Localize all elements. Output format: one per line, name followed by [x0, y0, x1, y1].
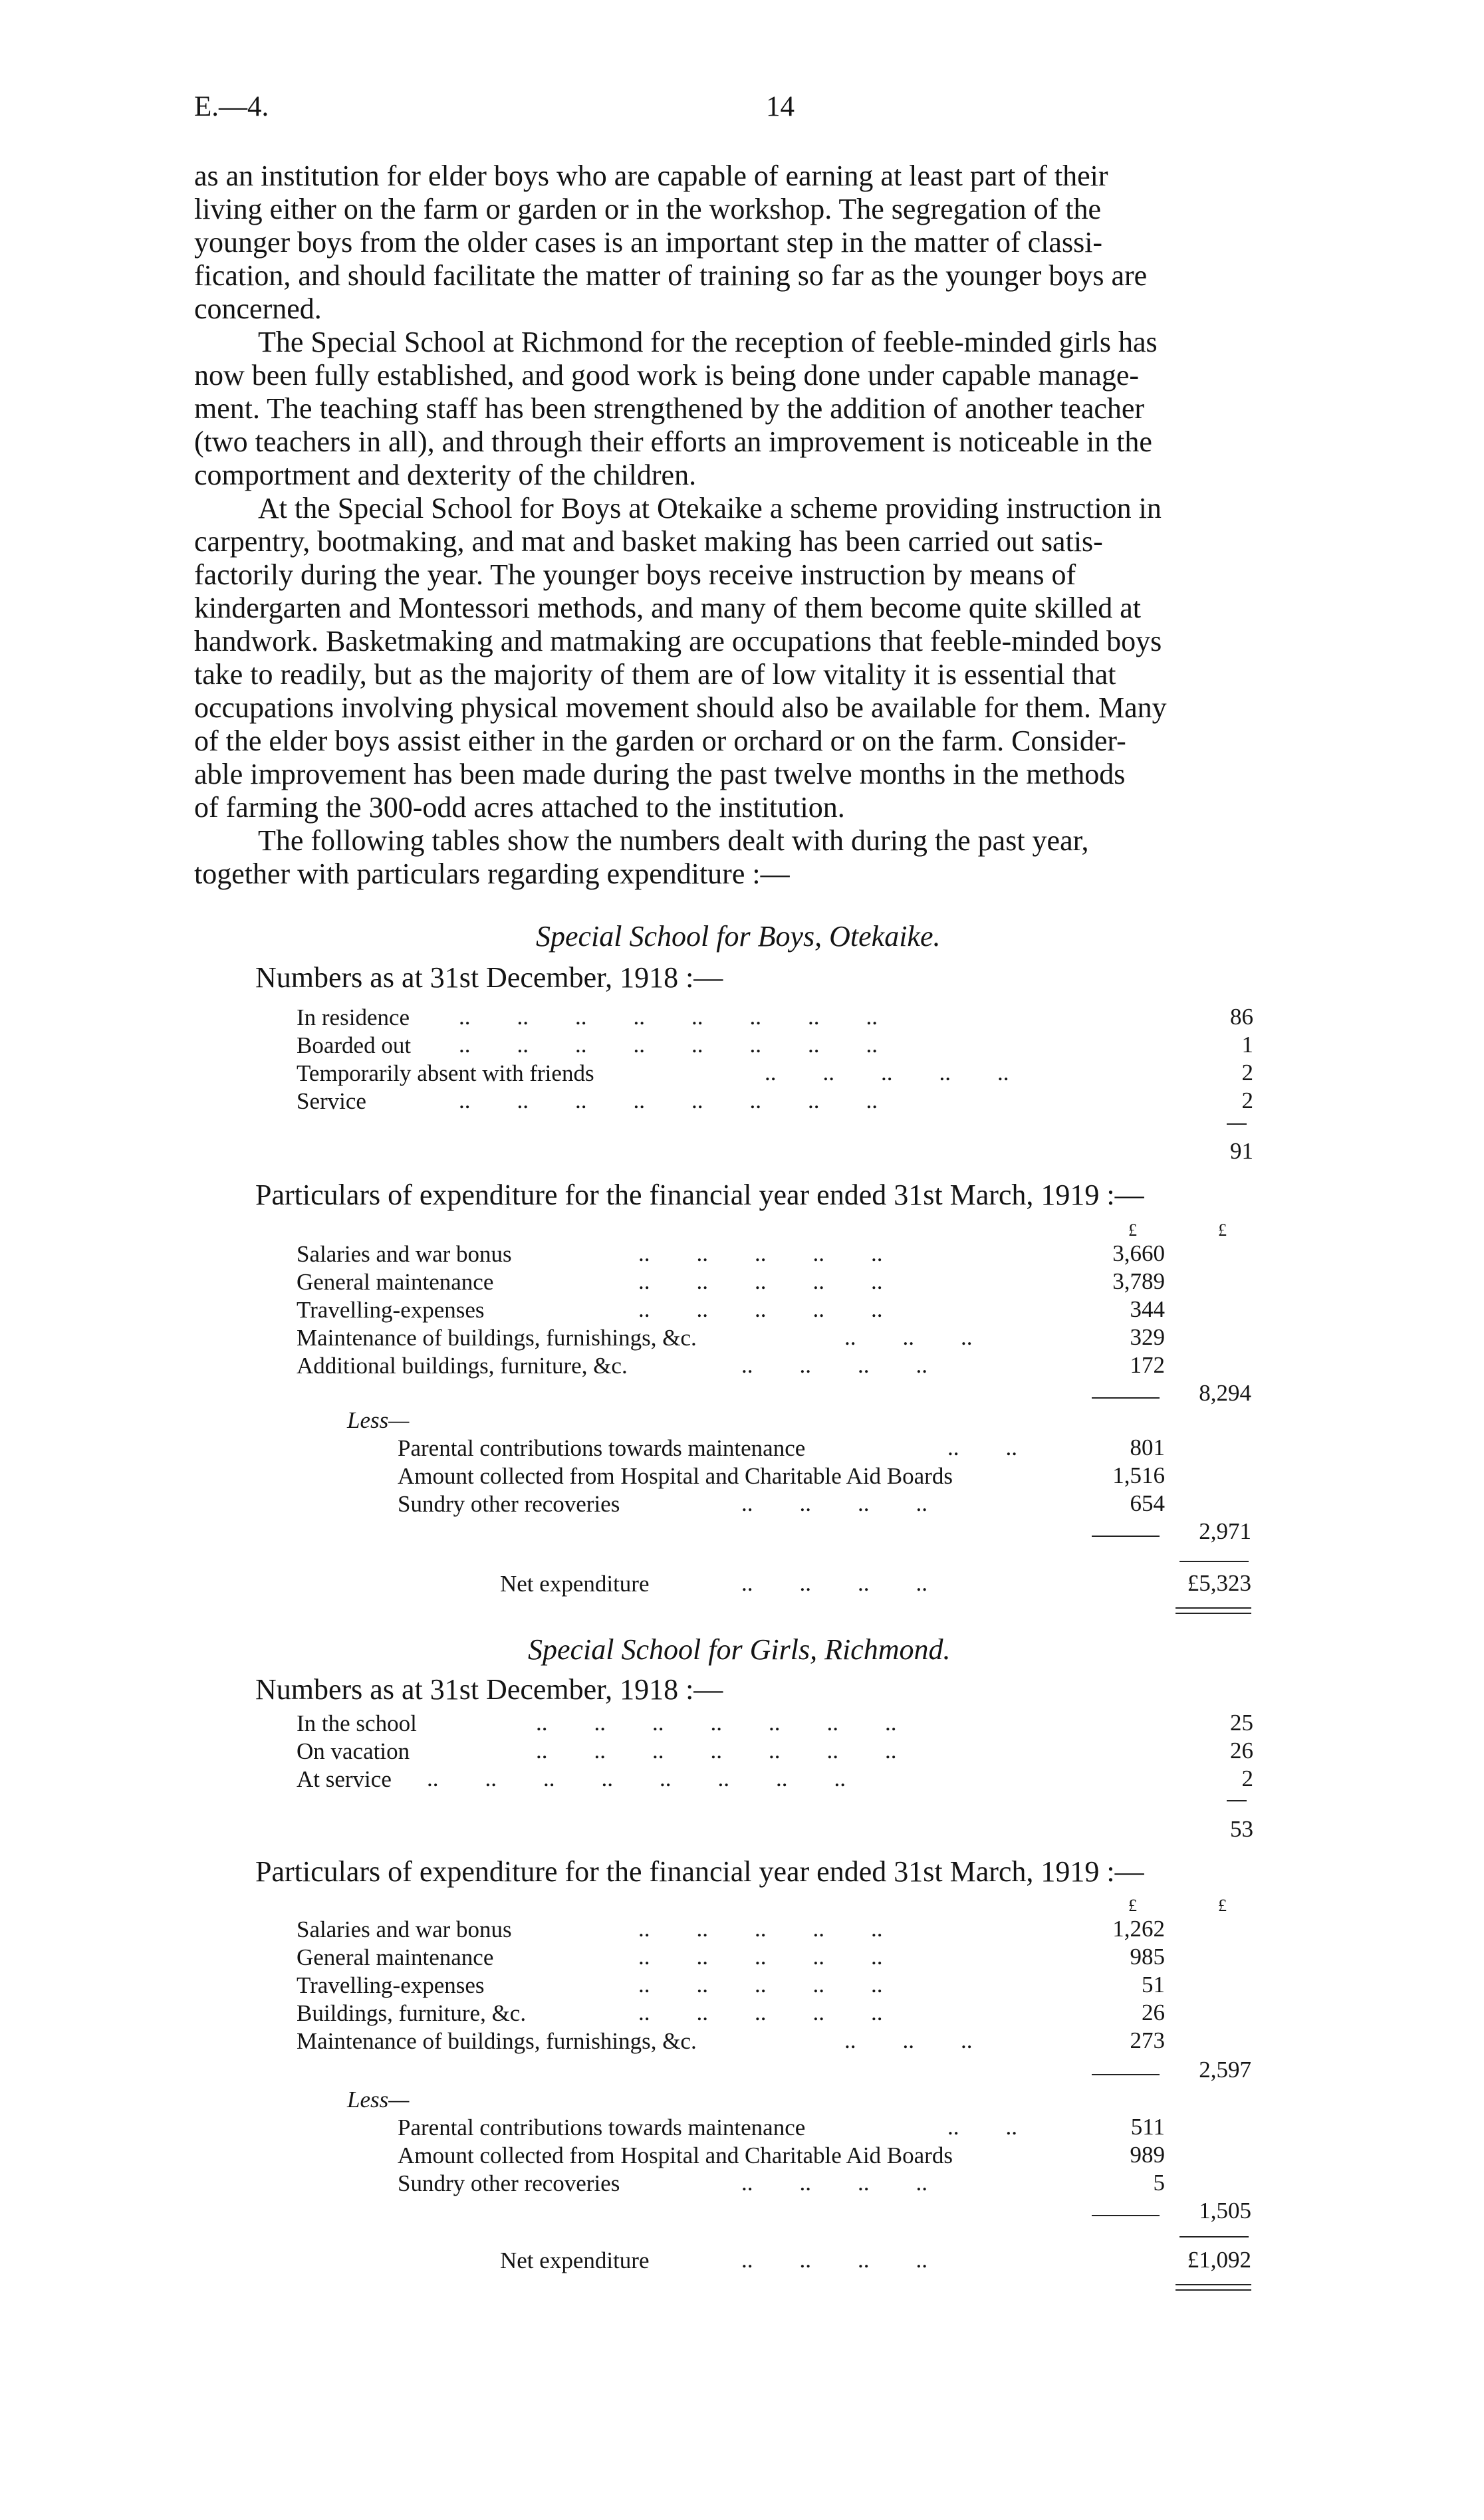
leader-dots: .. .. ..: [844, 2027, 973, 2053]
table-row-label: Travelling-expenses: [297, 1297, 485, 1323]
table-row-value: 172: [1130, 1352, 1165, 1378]
table-row-label: Boarded out: [297, 1032, 412, 1058]
table-row-label: In the school: [297, 1710, 417, 1736]
table-row-value: 5: [1153, 2170, 1165, 2196]
table-row-label: Service: [297, 1088, 366, 1114]
table-row-value: 329: [1130, 1324, 1165, 1350]
table-row-value: 26: [1230, 1738, 1253, 1764]
text-line: ment. The teaching staff has been strengthened by the addition of another teacher: [194, 392, 1145, 425]
table-row-value: 1: [1241, 1032, 1253, 1058]
table-row-value: 985: [1130, 1944, 1165, 1970]
girls-net-expenditure: £1,092: [1187, 2247, 1251, 2273]
table-row-value: 511: [1130, 2114, 1165, 2140]
girls-less-total: 1,505: [1199, 2198, 1251, 2224]
girls-expenditure-heading: Particulars of expenditure for the financial year ended 31st March, 1919 :—: [255, 1855, 1144, 1888]
table-row-label: At service: [297, 1766, 392, 1792]
leader-dots: .. .. ..: [844, 1324, 973, 1350]
table-row-label: In residence: [297, 1004, 410, 1030]
boys-less-total: 2,971: [1199, 1518, 1251, 1544]
text-line: now been fully established, and good work is being done under capable manage-: [194, 359, 1140, 392]
table-row-label: General maintenance: [297, 1269, 494, 1295]
sum-rule: [1092, 1397, 1160, 1399]
table-row-label: Sundry other recoveries: [398, 1491, 620, 1517]
leader-dots: .. .. .. .. .. .. .. ..: [459, 1004, 878, 1030]
leader-dots: .. .. .. .. ..: [638, 1268, 883, 1294]
leader-dots: .. .. .. .. ..: [765, 1060, 1009, 1086]
leader-dots: .. .. .. .. .. .. ..: [536, 1738, 897, 1764]
table-row-value: 25: [1230, 1710, 1253, 1736]
table-row-value: 2: [1241, 1766, 1253, 1791]
girls-numbers-heading: Numbers as at 31st December, 1918 :—: [255, 1673, 723, 1706]
text-line: fication, and should facilitate the matter of training so far as the younger boys are: [194, 259, 1148, 292]
currency-header: £: [1218, 1220, 1227, 1240]
table-row-value: 3,660: [1112, 1240, 1165, 1266]
leader-dots: .. .. .. .. .. .. .. ..: [427, 1766, 846, 1791]
text-line: together with particulars regarding expenditure :—: [194, 858, 790, 890]
girls-numbers-total: 53: [1230, 1816, 1253, 1842]
table-row-label: Temporarily absent with friends: [297, 1060, 594, 1086]
text-line: factorily during the year. The younger boys receive instruction by means of: [194, 558, 1076, 591]
text-line: At the Special School for Boys at Otekaike a scheme providing instruction in: [258, 492, 1162, 524]
less-label: Less—: [347, 2087, 410, 2113]
leader-dots: .. .. .. .. ..: [638, 1972, 883, 1998]
sum-rule: [1092, 1536, 1160, 1537]
table-row-value: 344: [1130, 1296, 1165, 1322]
text-line: (two teachers in all), and through their efforts an improvement is noticeable in the: [194, 425, 1152, 458]
table-row-label: Salaries and war bonus: [297, 1916, 512, 1942]
leader-dots: .. .. .. .. ..: [638, 1916, 883, 1942]
leader-dots: .. .. .. ..: [741, 1490, 928, 1516]
net-expenditure-label: Net expenditure: [500, 1571, 650, 1597]
leader-dots: .. .. .. ..: [741, 1352, 928, 1378]
sum-rule: [1179, 1561, 1249, 1562]
text-line: of farming the 300-odd acres attached to the institution.: [194, 791, 845, 824]
table-row-label: Salaries and war bonus: [297, 1241, 512, 1267]
text-line: handwork. Basketmaking and matmaking are occupations that feeble-minded boys: [194, 625, 1162, 657]
boys-expenditure-heading: Particulars of expenditure for the financial year ended 31st March, 1919 :—: [255, 1179, 1144, 1211]
table-row-label: On vacation: [297, 1738, 410, 1764]
leader-dots: .. .. .. .. ..: [638, 2000, 883, 2025]
double-rule: [1175, 2284, 1251, 2285]
table-row-value: 1,516: [1112, 1462, 1165, 1488]
double-rule: [1175, 1613, 1251, 1614]
text-line: carpentry, bootmaking, and mat and basket making has been carried out satis-: [194, 525, 1103, 558]
table-row-label: Sundry other recoveries: [398, 2170, 620, 2196]
text-line: occupations involving physical movement should also be available for them. Many: [194, 691, 1167, 724]
double-rule: [1175, 1607, 1251, 1609]
sum-rule: [1227, 1800, 1247, 1801]
leader-dots: .. .. .. .. .. .. .. ..: [459, 1088, 878, 1113]
boys-net-expenditure: £5,323: [1187, 1570, 1251, 1596]
table-row-value: 26: [1142, 2000, 1165, 2025]
less-label: Less—: [347, 1407, 410, 1433]
sum-rule: [1227, 1123, 1247, 1125]
paragraph-3: [194, 492, 1356, 824]
text-line: able improvement has been made during the past twelve months in the methods: [194, 758, 1126, 790]
paragraph-4: [194, 824, 1356, 891]
sum-rule: [1179, 2236, 1249, 2237]
leader-dots: .. .. .. .. .. .. ..: [536, 1710, 897, 1736]
table-row-label: Buildings, furniture, &c.: [297, 2000, 527, 2026]
text-line: living either on the farm or garden or in the workshop. The segregation of the: [194, 193, 1102, 225]
girls-school-title: Special School for Girls, Richmond.: [528, 1633, 951, 1666]
leader-dots: .. .. .. .. ..: [638, 1944, 883, 1970]
table-row-value: 86: [1230, 1004, 1253, 1030]
table-row-value: 273: [1130, 2027, 1165, 2053]
table-row-label: Amount collected from Hospital and Charitable Aid Boards: [398, 1463, 953, 1489]
table-row-value: 1,262: [1112, 1916, 1165, 1942]
text-line: The following tables show the numbers dealt with during the past year,: [258, 824, 1089, 857]
boys-numbers-heading: Numbers as at 31st December, 1918 :—: [255, 961, 723, 994]
leader-dots: .. .. .. .. ..: [638, 1296, 883, 1322]
table-row-label: Maintenance of buildings, furnishings, &c.: [297, 2028, 697, 2054]
leader-dots: .. ..: [947, 1434, 1017, 1460]
paragraph-2: [194, 326, 1356, 492]
document-reference: E.—4.: [194, 91, 269, 122]
leader-dots: .. .. .. ..: [741, 1570, 928, 1596]
text-line: of the elder boys assist either in the garden or orchard or on the farm. Consider-: [194, 725, 1126, 757]
sum-rule: [1092, 2074, 1160, 2075]
currency-header: £: [1218, 1896, 1227, 1915]
text-line: comportment and dexterity of the children.: [194, 459, 697, 491]
table-row-label: Travelling-expenses: [297, 1972, 485, 1998]
text-line: kindergarten and Montessori methods, and many of them become quite skilled at: [194, 592, 1141, 624]
text-line: as an institution for elder boys who are capable of earning at least part of their: [194, 160, 1108, 192]
text-line: The Special School at Richmond for the reception of feeble-minded girls has: [258, 326, 1158, 358]
table-row-label: Parental contributions towards maintenance: [398, 2115, 806, 2140]
currency-header: £: [1128, 1896, 1137, 1915]
girls-gross-total: 2,597: [1199, 2057, 1251, 2083]
table-row-label: Parental contributions towards maintenance: [398, 1435, 806, 1461]
page-number: 14: [766, 91, 795, 122]
boys-school-title: Special School for Boys, Otekaike.: [536, 920, 941, 953]
boys-numbers-total: 91: [1230, 1138, 1253, 1164]
leader-dots: .. .. .. ..: [741, 2247, 928, 2273]
table-row-value: 2: [1241, 1060, 1253, 1086]
boys-gross-total: 8,294: [1199, 1380, 1251, 1406]
table-row-value: 3,789: [1112, 1268, 1165, 1294]
table-row-value: 654: [1130, 1490, 1165, 1516]
leader-dots: .. .. .. .. .. .. .. ..: [459, 1032, 878, 1058]
table-row-value: 51: [1142, 1972, 1165, 1998]
sum-rule: [1092, 2215, 1160, 2216]
table-row-label: Amount collected from Hospital and Charitable Aid Boards: [398, 2142, 953, 2168]
text-line: concerned.: [194, 292, 322, 325]
text-line: younger boys from the older cases is an important step in the matter of classi-: [194, 226, 1103, 259]
net-expenditure-label: Net expenditure: [500, 2247, 650, 2273]
table-row-value: 989: [1130, 2142, 1165, 2168]
table-row-label: Maintenance of buildings, furnishings, &c.: [297, 1325, 697, 1351]
table-row-value: 2: [1241, 1088, 1253, 1113]
paragraph-1: [194, 160, 1356, 326]
leader-dots: .. .. .. .. ..: [638, 1240, 883, 1266]
table-row-label: General maintenance: [297, 1944, 494, 1970]
leader-dots: .. .. .. ..: [741, 2170, 928, 2196]
table-row-value: 801: [1130, 1434, 1165, 1460]
double-rule: [1175, 2289, 1251, 2291]
currency-header: £: [1128, 1220, 1137, 1240]
text-line: take to readily, but as the majority of them are of low vitality it is essential that: [194, 658, 1116, 691]
leader-dots: .. ..: [947, 2114, 1017, 2140]
table-row-label: Additional buildings, furniture, &c.: [297, 1353, 628, 1379]
